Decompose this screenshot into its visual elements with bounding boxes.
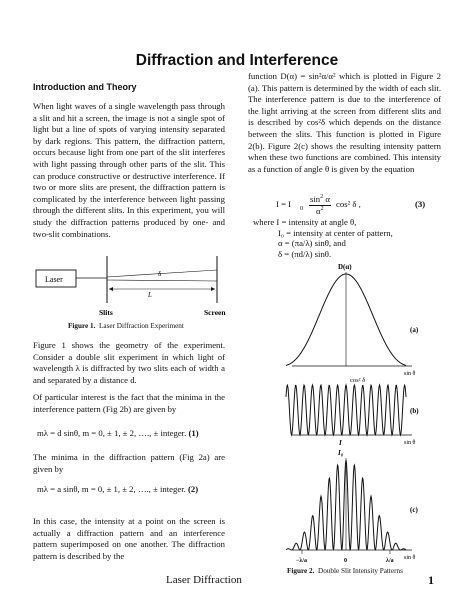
I0-label: I₀	[338, 449, 344, 457]
slits-label: Slits	[99, 308, 113, 317]
curve-b-interference	[286, 385, 406, 435]
section-heading: Introduction and Theory	[33, 82, 137, 92]
equation-1: mλ = d sinθ, m = 0, ± 1, ± 2, …., ± integer. (1)	[37, 428, 199, 438]
intro-paragraph: When light waves of a single wavelength pass through a slit and hit a screen, the image is not a single spot of light but a line of spots of varying intensity separated by dark regions. This pattern, the diffraction pattern, occurs because light from one part of the slit interferes with light passing through other parts of the slit. This can produce constructive or destructive interference. If two or more slits are present, the diffraction pattern is complicated by the interference between light passing through the different slits. In this experiment, you will study the diffraction patterns produced by one- and two-slit combinations.	[33, 101, 225, 239]
screen-label: Screen	[204, 308, 226, 317]
figure-2-caption: Figure 2. Double Slit Intensity Patterns	[287, 567, 403, 575]
ray-upper	[107, 270, 217, 277]
equation-2: mλ = a sinθ, m = 0, ± 1, ± 2, …., ± integer. (2)	[37, 484, 199, 494]
geometry-paragraph: Figure 1 shows the geometry of the experiment. Consider a double slit experiment in which light of wavelength λ is diffracted by two slits each of width a and separated by a distance d.	[33, 340, 225, 385]
c-label: (c)	[410, 506, 418, 514]
I-label: I	[339, 439, 342, 447]
equation-3: I = I 0 $\sin^2 \alpha$ $\alpha^2$ cos² δ , (3)	[276, 193, 426, 216]
functions-paragraph: function D(α) = sin²α/α² which is plotted in Figure 2 (a). This pattern is determined by the width of each slit. The interference pattern is due to the interference of the light arriving at the screen from different slits and is described by cos²δ which depends on the distance between the slits. This function is plotted in Figure 2(b). Figure 2(c) shows the resulting intensity pattern when these two functions are combined. This intensity as a function of angle θ is given by the equation	[248, 71, 441, 174]
tick-left-label: −λ/a	[296, 558, 308, 564]
where-block: where I = intensity at angle θ, I₀ = intensity at center of pattern, α = (πa/λ) sinθ, and δ = (πd/λ) sinθ.	[253, 217, 393, 259]
tick-right-label: λ/a	[386, 558, 394, 564]
figure-1-diagram	[30, 246, 230, 331]
page-number: 1	[428, 573, 434, 587]
sin-label-c: sin θ	[404, 555, 416, 561]
page-title: Diffraction and Interference	[135, 52, 339, 69]
cos-label: cos² δ	[350, 377, 366, 384]
b-label: (b)	[410, 407, 419, 415]
L-label: L	[148, 291, 152, 299]
ray-lower	[107, 280, 217, 281]
superposition-paragraph: In this case, the intensity at a point on the screen is actually a diffraction pattern and an interference pattern superimposed on one another. The diffraction pattern is described by the	[33, 516, 225, 561]
footer-title: Laser Diffraction	[166, 574, 242, 586]
a-label: (a)	[410, 326, 419, 334]
minima-intro-paragraph: Of particular interest is the fact that the minima in the interference pattern (Fig 2b) are given by	[33, 392, 225, 414]
diffraction-minima-paragraph: The minima in the diffraction pattern (Fig 2a) are given by	[33, 452, 225, 474]
D-label: D(α)	[338, 263, 352, 271]
figure-2-plots	[278, 258, 430, 576]
sin-label-a: sin θ	[404, 371, 416, 377]
laser-label: Laser	[45, 275, 63, 284]
tick-zero-label: 0	[344, 558, 347, 564]
delta-label: δ	[158, 270, 162, 278]
sin-label-b: sin θ	[404, 440, 416, 446]
figure-1-caption: Figure 1. Laser Diffraction Experiment	[68, 322, 184, 330]
